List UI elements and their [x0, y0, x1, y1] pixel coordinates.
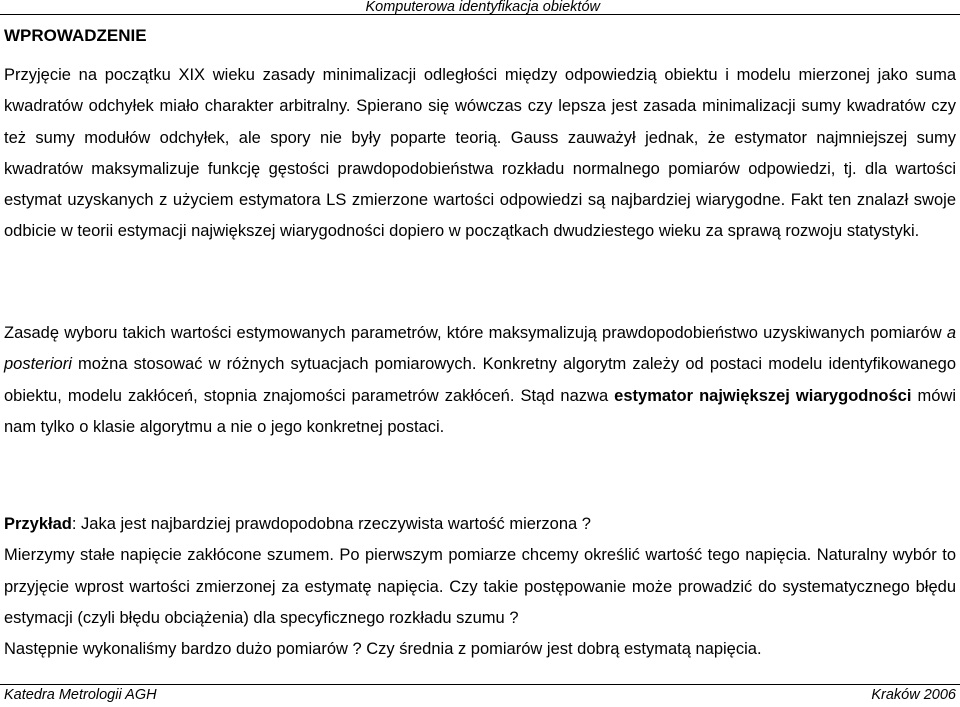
- example-question-line: [4, 509, 956, 540]
- section-heading: WPROWADZENIE: [4, 26, 147, 45]
- paragraph-principle-part2: można stosować w różnych sytuacjach pomiarowych. Konkretny algorytm zależy od postaci modelu identyfikowanego obiektu, modelu zakłóceń, stopnia znajomości parametrów zakłóceń. Stąd nazwa: [4, 355, 956, 405]
- footer-department: Katedra Metrologii AGH: [4, 687, 157, 703]
- paragraph-principle-bold-term: estymator największej wiarygodności: [614, 386, 912, 405]
- paragraph-principle-part3: mówi nam tylko o klasie algorytmu a nie o jego konkretnej postaci.: [4, 386, 956, 436]
- header-title: Komputerowa identyfikacja obiektów: [365, 0, 600, 15]
- header-divider: [0, 14, 960, 15]
- paragraph-principle-part1: Zasadę wyboru takich wartości estymowanych parametrów, które maksymalizują prawdopodobieństwo uzyskiwanych pomiarów: [4, 324, 947, 342]
- paragraph-intro: Przyjęcie na początku XIX wieku zasady minimalizacji odległości między odpowiedzią obiektu i modelu mierzonej jako suma kwadratów odchyłek miało charakter arbitralny. Spierano się wówczas czy lepsza jest zasada minimalizacji sumy kwadratów czy też sumy modułów odchyłek, ale spory nie były poparte teorią. Gauss zauważył jednak, że estymator najmniejszej sumy kwadratów maksymalizuje funkcję gęstości prawdopodobieństwa rozkładu normalnego pomiarów odpowiedzi, tj. dla wartości estymat uzyskanych z użyciem estymatora LS zmierzone wartości odpowiedzi są najbardziej wiarygodne. Fakt ten znalazł swoje odbicie w teorii estymacji największej wiarygodności dopiero w początkach dwudziestego wieku za sprawą rozwoju statystyki.: [4, 66, 956, 241]
- footer-divider: [0, 684, 960, 685]
- example-question: : Jaka jest najbardziej prawdopodobna rzeczywista wartość mierzona ?: [71, 515, 591, 533]
- example-lead: Przykład: [4, 515, 72, 533]
- paragraph-principle-italic: a posteriori: [4, 324, 956, 374]
- paragraph-principle: [4, 318, 956, 443]
- paragraph-example: [4, 509, 956, 665]
- footer-place-year: Kraków 2006: [871, 687, 956, 703]
- example-body: Mierzymy stałe napięcie zakłócone szumem. Po pierwszym pomiarze chcemy określić wartość tego napięcia. Naturalny wybór to przyjęcie wprost wartości zmierzonej za estymatę napięcia. Czy takie postępowanie może prowadzić do systematycznego błędu estymacji (czyli błędu obciążenia) dla specyficznego rozkładu szumu ?: [4, 546, 956, 627]
- example-followup: Następnie wykonaliśmy bardzo dużo pomiarów ? Czy średnia z pomiarów jest dobrą estymatą napięcia.: [4, 640, 762, 659]
